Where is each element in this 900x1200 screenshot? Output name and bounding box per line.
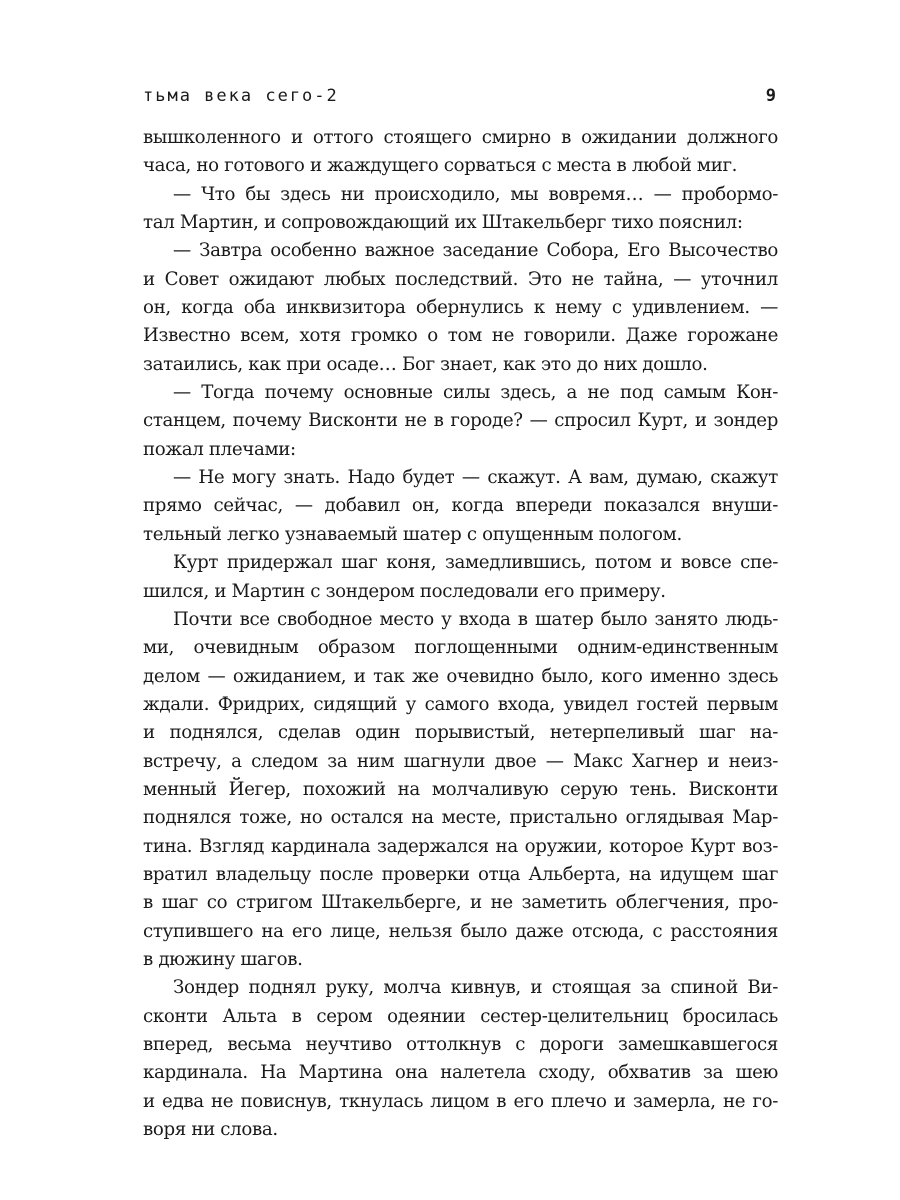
text-line: делом — ожиданием, и так же очевидно было, кого именно здесь <box>143 665 778 687</box>
text-line: кардинала. На Мартина она налетела сходу, обхватив за шею <box>143 1062 778 1084</box>
text-line: станцем, почему Висконти не в городе? — спросил Курт, и зондер <box>143 410 778 432</box>
text-line: он, когда оба инквизитора обернулись к нему с удивлением. — <box>143 297 778 319</box>
text-line: и едва не повиснув, ткнулась лицом в его плечо и замерла, не го- <box>143 1090 778 1112</box>
text-line: сконти Альта в сером одеянии сестер-целительниц бросилась <box>143 1005 778 1027</box>
text-line: воря ни слова. <box>143 1119 278 1141</box>
text-line: — Что бы здесь ни происходило, мы вовремя… — пробормо- <box>173 183 778 205</box>
text-line: тал Мартин, и сопровождающий их Штакельберг тихо пояснил: <box>143 212 743 234</box>
text-line: и поднялся, сделав один порывистый, нетерпеливый шаг на- <box>143 722 778 744</box>
text-line: поднялся тоже, но остался на месте, пристально оглядывая Мар- <box>143 807 778 829</box>
text-line: и Совет ожидают любых последствий. Это не тайна, — уточнил <box>143 268 778 290</box>
text-line: — Не могу знать. Надо будет — скажут. А вам, думаю, скажут <box>173 467 778 489</box>
text-line: прямо сейчас, — добавил он, когда впереди показался внуши- <box>143 495 778 517</box>
text-line: Курт придержал шаг коня, замедлившись, потом и вовсе спе- <box>173 552 778 574</box>
text-line: ми, очевидным образом поглощенными одним-единственным <box>143 637 778 659</box>
text-line: Известно всем, хотя громко о том не говорили. Даже горожане <box>143 325 778 347</box>
text-line: шился, и Мартин с зондером последовали его примеру. <box>143 580 666 602</box>
text-line: вратил владельцу после проверки отца Альберта, на идущем шаг <box>143 863 778 885</box>
text-line: тина. Взгляд кардинала задержался на оружии, которое Курт воз- <box>143 835 778 857</box>
text-line: вышколенного и оттого стоящего смирно в ожидании должного <box>143 127 778 148</box>
text-line: пожал плечами: <box>143 438 296 460</box>
body-text <box>143 124 778 1144</box>
text-line: — Завтра особенно важное заседание Собора, Его Высочество <box>173 240 778 262</box>
text-line: Почти все свободное место у входа в шатер было занято людь- <box>173 608 778 630</box>
text-line: — Тогда почему основные силы здесь, а не под самым Кон- <box>173 382 778 404</box>
text-line: Зондер поднял руку, молча кивнув, и стоящая за спиной Ви- <box>173 977 778 999</box>
text-line: встречу, а следом за ним шагнули двое — Макс Хагнер и неиз- <box>143 750 778 772</box>
text-line: затаились, как при осаде… Бог знает, как это до них дошло. <box>143 353 708 375</box>
text-line: ступившего на его лице, нельзя было даже отсюда, с расстояния <box>143 920 778 942</box>
page-number: 9 <box>765 86 776 106</box>
text-line: ждали. Фридрих, сидящий у самого входа, увидел гостей первым <box>143 693 778 715</box>
text-line: тельный легко узнаваемый шатер с опущенным пологом. <box>143 523 682 545</box>
text-line: вперед, весьма неучтиво оттолкнув с дороги замешкавшегося <box>143 1034 778 1055</box>
text-line: в дюжину шагов. <box>143 948 303 970</box>
text-line: менный Йегер, похожий на молчаливую серую тень. Висконти <box>143 778 778 800</box>
running-title: тьма века сего-2 <box>143 86 339 106</box>
text-line: часа, но готового и жаждущего сорваться с места в любой миг. <box>143 155 738 177</box>
text-line: в шаг со стригом Штакельберге, и не заметить облегчения, про- <box>143 892 778 914</box>
